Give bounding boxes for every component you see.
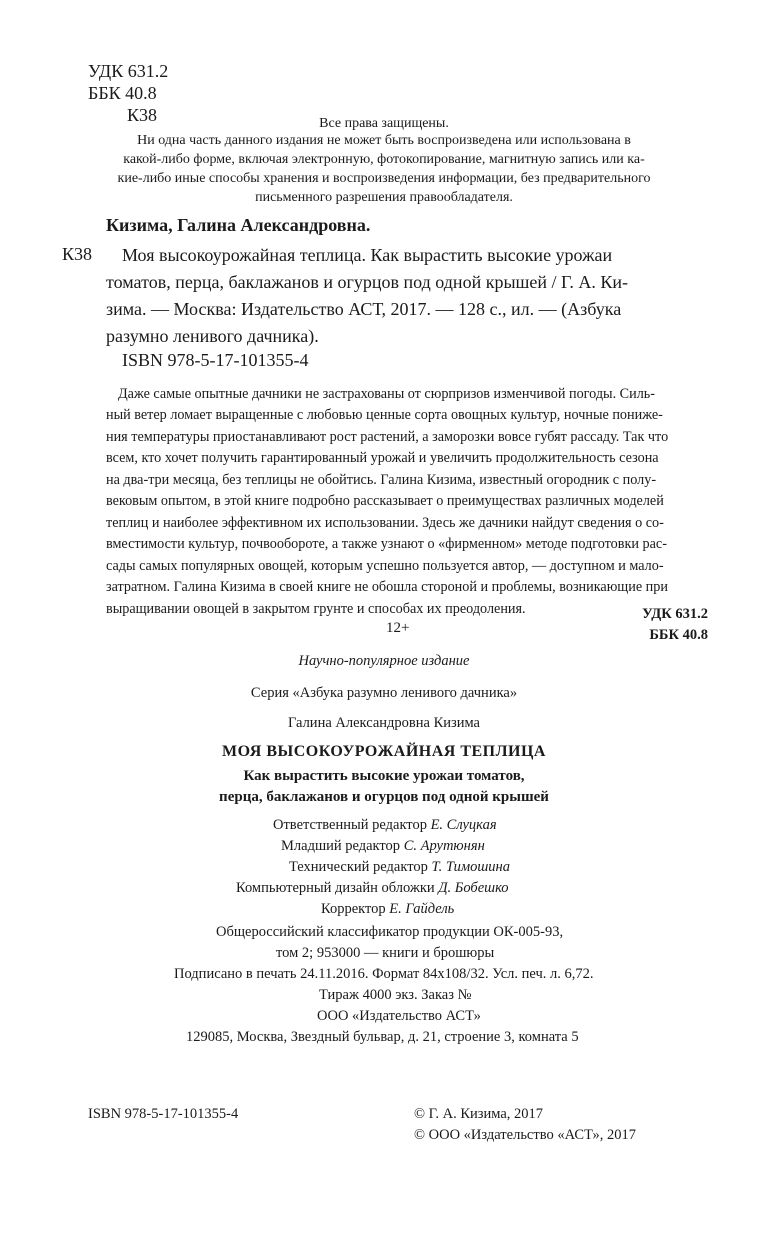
annotation-udk: УДК 631.2 <box>642 606 708 622</box>
credit-line <box>236 878 509 899</box>
bbk-code: ББК 40.8 <box>88 83 157 103</box>
record-line: разумно ленивого дачника). <box>106 326 319 346</box>
print-run: Тираж 4000 экз. Заказ № <box>319 987 472 1003</box>
credit-name: Т. Тимошина <box>431 859 510 875</box>
series-name: Серия «Азбука разумно ленивого дачника» <box>250 685 518 701</box>
credit-name: Е. Слуцкая <box>430 817 497 833</box>
classifier-line: том 2; 953000 — книги и брошюры <box>276 945 495 961</box>
credit-name: Д. Бобешко <box>438 880 509 896</box>
rights-line: письменного разрешения правообладателя. <box>255 190 513 205</box>
record-isbn: ISBN 978-5-17-101355-4 <box>122 350 309 370</box>
credit-line <box>289 857 510 878</box>
footer-isbn: ISBN 978-5-17-101355-4 <box>88 1106 239 1122</box>
annotation-line: вместимости культур, почвообороте, а также узнают о «фирменном» методе подготовки рас- <box>106 536 667 552</box>
copyright-publisher: © ООО «Издательство «АСТ», 2017 <box>414 1127 636 1143</box>
book-subtitle: Как вырастить высокие урожаи томатов, <box>243 768 525 784</box>
age-rating: 12+ <box>386 620 410 636</box>
credit-role: Технический редактор <box>289 859 432 875</box>
record-line: томатов, перца, баклажанов и огурцов под одной крышей / Г. А. Ки- <box>106 272 629 292</box>
annotation-line: вековым опытом, в этой книге подробно рассказывает о преимуществах различных моделей <box>106 493 664 509</box>
copyright-author: © Г. А. Кизима, 2017 <box>414 1106 544 1122</box>
annotation-line: ный ветер ломает выращенные с любовью ценные сорта овощных культур, ночные пониже- <box>106 407 663 423</box>
credit-line <box>321 899 454 920</box>
record-code: К38 <box>62 244 93 264</box>
publisher-name: ООО «Издательство АСТ» <box>317 1008 481 1024</box>
author-name: Галина Александровна Кизима <box>287 715 480 731</box>
annotation-line: на два-три месяца, без теплицы не обойтись. Галина Кизима, известный огородник с полу- <box>106 472 657 488</box>
rights-line: какой-либо форме, включая электронную, фотокопирование, магнитную запись или ка- <box>123 152 645 167</box>
annotation-line: Даже самые опытные дачники не застрахованы от сюрпризов изменчивой погоды. Силь- <box>118 386 655 402</box>
rights-line: кие-либо иные способы хранения и воспроизведения информации, без предварительного <box>117 171 651 186</box>
annotation-line: выращивании овощей в закрытом грунте и способах их преодоления. <box>106 601 526 617</box>
credit-name: С. Арутюнян <box>403 838 485 854</box>
annotation-line: всем, кто хочет получить гарантированный урожай и увеличить продолжительность сезона <box>106 450 659 466</box>
udk-code: УДК 631.2 <box>88 61 169 81</box>
publisher-address: 129085, Москва, Звездный бульвар, д. 21, строение 3, комната 5 <box>186 1029 579 1045</box>
credit-role: Компьютерный дизайн обложки <box>236 880 439 896</box>
classifier-line: Общероссийский классификатор продукции ОК-005-93, <box>216 924 564 940</box>
annotation-bbk: ББК 40.8 <box>649 627 708 643</box>
record-line: зима. — Москва: Издательство АСТ, 2017. — 128 с., ил. — (Азбука <box>106 299 622 319</box>
credit-role: Корректор <box>321 901 390 917</box>
credit-role: Ответственный редактор <box>273 817 431 833</box>
book-subtitle: перца, баклажанов и огурцов под одной крышей <box>219 789 549 805</box>
author-mark: К38 <box>127 105 158 125</box>
signed-line: Подписано в печать 24.11.2016. Формат 84x108/32. Усл. печ. л. 6,72. <box>174 966 594 982</box>
credit-line <box>273 815 497 836</box>
annotation-line: теплиц и наиболее эффективном их использовании. Здесь же дачники найдут сведения о со- <box>106 515 664 531</box>
record-author: Кизима, Галина Александровна. <box>106 215 371 235</box>
book-title: МОЯ ВЫСОКОУРОЖАЙНАЯ ТЕПЛИЦА <box>222 743 546 760</box>
credit-line <box>281 836 485 857</box>
credit-role: Младший редактор <box>281 838 404 854</box>
annotation-line: сады самых популярных овощей, которым успешно пользуется автор, — доступном и мало- <box>106 558 664 574</box>
rights-title: Все права защищены. <box>319 116 449 131</box>
edition-type: Научно-популярное издание <box>298 653 470 669</box>
annotation-line: ния температуры приостанавливают рост растений, а заморозки вовсе губят рассаду. Так что <box>106 429 669 445</box>
rights-line: Ни одна часть данного издания не может быть воспроизведена или использована в <box>137 133 631 148</box>
annotation-line: затратном. Галина Кизима в своей книге не обошла стороной и проблемы, возникающие при <box>106 579 668 595</box>
credit-name: Е. Гайдель <box>389 901 455 917</box>
record-line: Моя высокоурожайная теплица. Как вырастить высокие урожаи <box>122 245 613 265</box>
